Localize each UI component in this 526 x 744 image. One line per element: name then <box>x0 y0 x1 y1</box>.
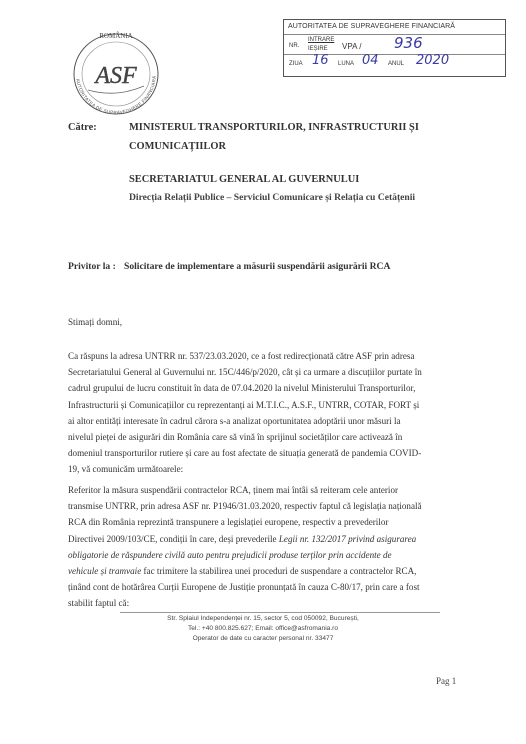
footer-operator: Operator de date cu caracter personal nr. 33477 <box>192 634 334 642</box>
p2-line: transmise UNTRR, prin adresa ASF nr. P1946/31.03.2020, respectiv faptul că legislația națională <box>68 501 422 512</box>
directorate: Direcția Relații Publice – Serviciul Comunicare și Relația cu Cetățenii <box>129 192 416 203</box>
paragraph-2 <box>68 482 468 612</box>
footer-contact: Tel.: +40 800.825.627; Email: office@asfromania.ro <box>187 624 339 632</box>
asf-logo <box>58 28 174 120</box>
salutation: Stimați domni, <box>68 317 123 327</box>
p2-line <box>68 547 468 563</box>
stamp-year-label: ANUL <box>388 61 405 67</box>
p1-line: Ca răspuns la adresa UNTRR nr. 537/23.03.2020, ce a fost redirecționată către ASF prin adresa <box>68 351 415 361</box>
stamp-day-label: ZIUA <box>289 61 303 67</box>
p2-line: RCA din România reprezintă transpunere a legislației europene, respectiv a prevederilor <box>68 517 389 528</box>
footer-address: Str. Splaiul Independenței nr. 15, sector 5, cod 050092, București, <box>167 615 359 622</box>
to-label: Către: <box>68 122 97 133</box>
p1-line: nivelul pieței de asigurări din România care să vină în sprijinul societăților care activează în <box>68 432 403 443</box>
law-reference: vehicule și tramvaie <box>68 566 142 577</box>
subject-text: Solicitare de implementare a măsurii suspendării asigurării RCA <box>124 261 391 272</box>
stamp-year: 2020 <box>416 53 450 68</box>
p2-line: Directivei 2009/103/CE, condiții în care, deși prevederile Legii nr. 132/2017 privind asigurarea <box>68 533 417 544</box>
p1-line: 19, vă comunicăm următoarele: <box>68 464 184 475</box>
stamp-direction-out: IEȘIRE <box>308 46 328 52</box>
p1-line: domeniul transporturilor rutiere și care au fost afectate de situația generată de pandemia COVID- <box>68 448 422 459</box>
paragraph-1 <box>68 348 468 478</box>
stamp-month-label: LUNA <box>338 61 355 67</box>
stamp-day: 16 <box>312 53 329 68</box>
logo-country-text: ROMÂNIA <box>99 32 133 40</box>
stamp-title: AUTORITATEA DE SUPRAVEGHERE FINANCIARĂ <box>288 23 456 30</box>
p1-line: ai altor entități interesate în cadrul cărora s-a analizat oportunitatea adoptării unor măsuri la <box>68 415 401 426</box>
p1-line: Infrastructurii și Comunicațiilor cu reprezentanți ai M.T.I.C., A.S.F., UNTRR, COTAR, FORT și <box>68 399 420 410</box>
page-number: Pag 1 <box>436 676 457 686</box>
stamp-registry: VPA / <box>342 42 362 51</box>
p2-line: Referitor la măsura suspendării contractelor RCA, ținem mai întâi să reiteram cele anterior <box>68 485 399 495</box>
p2-line: vehicule și tramvaie fac trimitere la stabilirea unei proceduri de suspendare a contractelor RCA, <box>68 566 417 577</box>
law-reference: Legii nr. 132/2017 privind asigurarea <box>278 533 417 544</box>
p2-line: ținând cont de hotărârea Curții Europene de Justiție pronunțată în cauza C-80/17, prin care a fost <box>68 582 420 593</box>
stamp-nr-label: NR. <box>289 43 300 49</box>
footer-divider <box>120 612 440 613</box>
gov-secretariat: SECRETARIATUL GENERAL AL GUVERNULUI <box>129 174 360 185</box>
stamp-month: 04 <box>362 53 379 68</box>
subject-label: Privitor la : <box>68 261 116 272</box>
registration-stamp <box>283 19 506 77</box>
ministry-line2: COMUNICAȚIILOR <box>129 141 226 152</box>
p1-line: Secretariatului General al Guvernului nr. 15C/446/p/2020, cât și ca urmare a discuțiilor purtate în <box>68 367 422 378</box>
p2-line: stabilit faptul că: <box>68 598 130 609</box>
footer <box>0 614 526 643</box>
ministry-line1: MINISTERUL TRANSPORTURILOR, INFRASTRUCTURII ȘI <box>129 122 419 133</box>
stamp-direction-in: INTRARE <box>308 37 335 43</box>
logo-monogram: ASF <box>95 63 137 89</box>
law-reference: obligatorie de răspundere civilă auto pentru prejudicii produse terților prin accidente de <box>68 549 392 560</box>
logo-ring-text: AUTORITATEA DE SUPRAVEGHERE FINANCIARĂ <box>75 75 158 116</box>
stamp-number: 936 <box>394 34 423 52</box>
p1-line: cadrul grupului de lucru constituit în data de 07.04.2020 la nivelul Ministerului Transporturilor, <box>68 383 416 394</box>
